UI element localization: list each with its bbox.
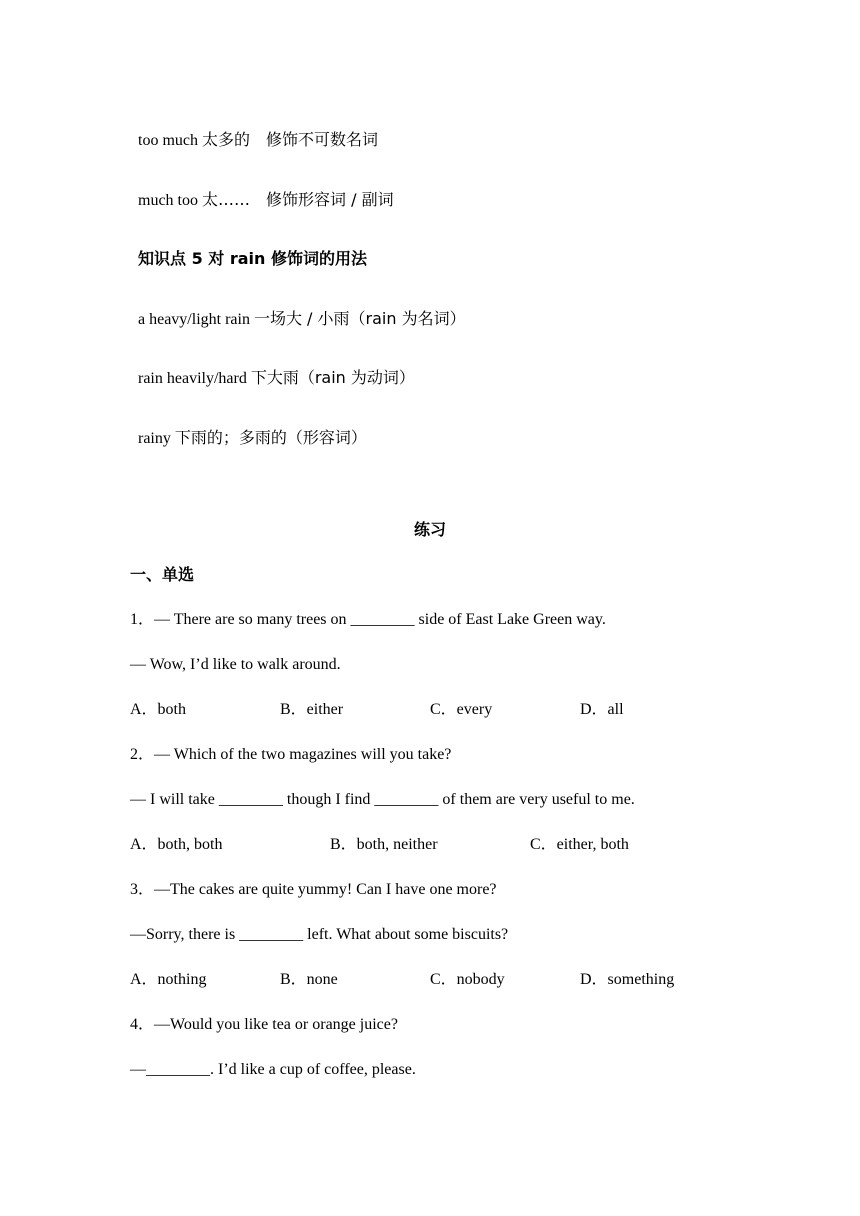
note-much-too-en: much too [138, 192, 202, 209]
question-1-option-c[interactable]: C．every [430, 701, 493, 718]
question-1-option-b[interactable]: B．either [280, 701, 344, 718]
note-too-much [130, 110, 378, 151]
note-rainy-cn: 下雨的；多雨的（形容词） [174, 428, 367, 447]
knowledge-point-5-number: 知识点 5 [138, 249, 209, 268]
question-3-option-c[interactable]: C．nobody [430, 971, 505, 988]
note-heavy-rain-en: a heavy/light rain [138, 311, 254, 328]
note-too-much-cn: 太多的 修饰不可数名词 [202, 130, 379, 149]
question-3-option-d[interactable]: D．something [580, 971, 675, 988]
note-much-too [130, 170, 394, 211]
question-2-stem: 2．— Which of the two magazines will you take? [130, 746, 452, 763]
note-rain-heavily-en: rain heavily/hard [138, 370, 251, 387]
question-1-stem: 1．— There are so many trees on ________ side of East Lake Green way. [130, 611, 606, 628]
note-much-too-cn: 太…… 修饰形容词 / 副词 [202, 190, 394, 209]
question-3-stem: 3．—The cakes are quite yummy! Can I have one more? [130, 881, 497, 898]
knowledge-point-5-title: 对 rain 修饰词的用法 [208, 249, 367, 268]
question-2-option-a[interactable]: A．both, both [130, 836, 223, 853]
note-rainy [130, 408, 367, 449]
question-3-option-a[interactable]: A．nothing [130, 971, 207, 988]
question-2-reply: — I will take ________ though I find ________ of them are very useful to me. [130, 791, 635, 808]
note-heavy-rain-cn: 一场大 / 小雨（rain 为名词） [253, 309, 466, 328]
exercise-title: 练习 [413, 520, 446, 539]
note-rain-heavily [130, 348, 415, 389]
question-1-option-a[interactable]: A．both [130, 701, 187, 718]
question-1-reply: — Wow, I’d like to walk around. [130, 656, 341, 673]
note-too-much-en: too much [138, 132, 202, 149]
question-4-reply: —________. I’d like a cup of coffee, please. [130, 1061, 416, 1078]
note-rain-heavily-cn: 下大雨（rain 为动词） [250, 368, 415, 387]
question-1-option-d[interactable]: D．all [580, 701, 624, 718]
question-4-stem: 4．—Would you like tea or orange juice? [130, 1016, 398, 1033]
knowledge-point-5-heading [130, 229, 367, 270]
question-2-option-c[interactable]: C．either, both [530, 836, 629, 853]
note-rainy-en: rainy [138, 430, 175, 447]
question-2-option-b[interactable]: B．both, neither [330, 836, 438, 853]
section-heading-single-choice: 一、单选 [130, 565, 195, 584]
question-3-option-b[interactable]: B．none [280, 971, 338, 988]
question-3-reply: —Sorry, there is ________ left. What about some biscuits? [130, 926, 509, 943]
note-heavy-rain [130, 289, 466, 330]
